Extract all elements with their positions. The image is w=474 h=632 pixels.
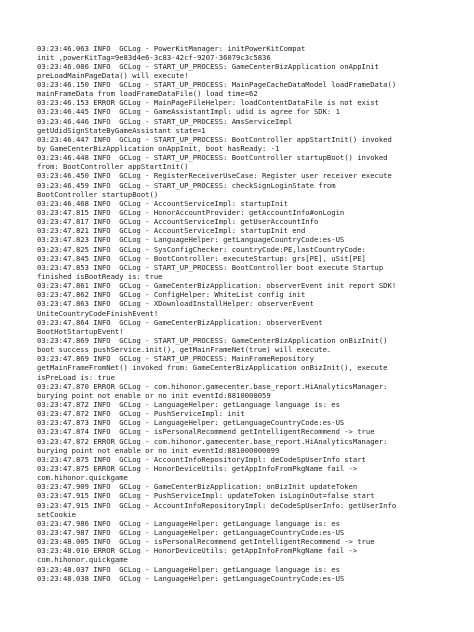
log-line: BootHotStartupEvent! [37, 326, 124, 336]
log-line: 03:23:48.010 ERROR GCLog - HonorDeviceUtils: getAppInfoFromPkgName fail -> [37, 546, 358, 556]
log-line: 03:23:47.815 INFO GCLog - HonorAccountProvider: getAccountInfo#onLogin [37, 208, 345, 218]
log-line: 03:23:47.869 INFO GCLog - START_UP_PROCESS: GameCenterBizApplication onBizInit() [37, 336, 388, 345]
log-line: 03:23:46.150 INFO GCLog - START_UP_PROCESS: MainPageCacheDataModel loadFrameData() [37, 80, 397, 90]
log-line: 03:23:46.063 INFO GCLog - PowerKitManager: initPowerKitCompat [37, 43, 306, 53]
log-line: burying point not enable or no init eventId:881000000099 [37, 445, 280, 455]
log-line: 03:23:46.459 INFO GCLog - START_UP_PROCESS: checkSignLoginState from [37, 180, 336, 190]
log-line: UniteCountryCodeFinishEvent! [37, 308, 159, 318]
log-line: 03:23:47.874 INFO GCLog - isPersonalRecommend getIntelligentRecommend -> true [37, 427, 375, 437]
log-line: 03:23:46.448 INFO GCLog - START_UP_PROCESS: BootController startupBoot() invoked [37, 153, 388, 163]
log-line: finished isBootReady is: true [37, 272, 163, 282]
log-line: 03:23:47.845 INFO GCLog - BootController: executeStartup: grs[PE], uSit[PE] [37, 253, 366, 263]
log-line: com.hihonor.quickgame [37, 555, 128, 565]
log-line: 03:23:46.450 INFO GCLog - RegisterReceiverUseCase: Register user receiver execute [37, 171, 392, 181]
log-line: burying point not enable or no init eventId:8810000059 [37, 390, 271, 400]
log-line: 03:23:47.863 INFO GCLog - XDownloadInstallHelper: observerEvent [37, 299, 314, 309]
log-line: 03:23:47.864 INFO GCLog - GameCenterBizApplication: observerEvent [37, 317, 323, 327]
log-line: BootController startupBoot() [37, 189, 159, 199]
log-line: 03:23:47.872 ERROR GCLog - com.hihonor.gamecenter.base_report.HiAnalyticsManager: [37, 436, 388, 446]
log-line: getMainFrameFromNet() invoked from: GameCenterBizApplication onBizInit(), execute [37, 363, 388, 373]
log-line: 03:23:47.817 INFO GCLog - AccountServiceImpl: getUserAccountInfo [37, 217, 319, 227]
log-line: 03:23:46.445 INFO GCLog - GameAssistantImpl: udid is agree for SDK: 1 [37, 107, 340, 117]
log-line: 03:23:48.037 INFO GCLog - LanguageHelper: getLanguage language is: es [37, 564, 340, 574]
log-line: 03:23:47.821 INFO GCLog - AccountServiceImpl: startupInit end [37, 226, 306, 236]
log-line: 03:23:47.869 INFO GCLog - START_UP_PROCESS: MainFrameRepository [37, 354, 314, 364]
log-line: 03:23:47.872 INFO GCLog - LanguageHelper: getLanguage language is: es [37, 399, 340, 409]
log-line: 03:23:47.872 INFO GCLog - PushServiceImpl: init [37, 409, 245, 419]
log-line: mainFrameData from loadFrameDataFile() load time=62 [37, 89, 258, 99]
log-lines [37, 44, 474, 583]
log-line: 03:23:47.915 INFO GCLog - AccountInfoRepositoryImpl: deCodeSpUserInfo: getUserInfo [37, 500, 397, 510]
log-line: 03:23:46.446 INFO GCLog - START_UP_PROCESS: AmsServiceImpl [37, 116, 293, 126]
log-line: 03:23:48.038 INFO GCLog - LanguageHelper: getLanguageCountryCode:es-US [37, 573, 345, 583]
log-line: 03:23:46.468 INFO GCLog - AccountServiceImpl: startupInit [37, 198, 288, 208]
log-line: 03:23:47.861 INFO GCLog - GameCenterBizApplication: observerEvent init report SDK! [37, 281, 397, 291]
log-line: boot success pushService.init(), getMainFrameNet(true) will execute. [37, 345, 332, 355]
log-line: 03:23:47.875 ERROR GCLog - HonorDeviceUtils: getAppInfoFromPkgName fail -> [37, 463, 358, 473]
log-line: 03:23:47.862 INFO GCLog - ConfigHelper: WhiteList config init [37, 290, 306, 300]
log-line: 03:23:46.153 ERROR GCLog - MainPageFileHelper: loadContentDataFile is not exist [37, 98, 379, 108]
log-line: com.hihonor.quickgame [37, 473, 128, 483]
log-line: 03:23:47.909 INFO GCLog - GameCenterBizApplication: onBizInit updateToken [37, 482, 358, 492]
log-line: 03:23:47.875 INFO GCLog - AccountInfoRepositoryImpl: deCodeSpUserInfo start [37, 454, 366, 464]
log-line: setCookie [37, 509, 76, 519]
log-line: isPreLoad is: true [37, 372, 115, 382]
log-line: 03:23:47.986 INFO GCLog - LanguageHelper: getLanguage language is: es [37, 518, 340, 528]
log-line: getUdidSignStateByGameAssistant state=1 [37, 125, 206, 135]
log-line: 03:23:47.873 INFO GCLog - LanguageHelper: getLanguageCountryCode:es-US [37, 418, 345, 428]
log-line: 03:23:47.825 INFO GCLog - SysConfigChecker: countryCode:PE,lastCountryCode: [37, 244, 366, 254]
log-line: 03:23:46.086 INFO GCLog - START_UP_PROCESS: GameCenterBizApplication onAppInit [37, 61, 379, 71]
log-line: 03:23:46.447 INFO GCLog - START_UP_PROCESS: BootController appStartInit() invoked [37, 134, 392, 144]
log-line: 03:23:47.870 ERROR GCLog - com.hihonor.gamecenter.base_report.HiAnalyticsManager: [37, 381, 388, 391]
log-line: 03:23:47.823 INFO GCLog - LanguageHelper: getLanguageCountryCode:es-US [37, 235, 345, 245]
log-line: from: BootController appStartInit() [37, 162, 189, 172]
log-line: 03:23:48.005 INFO GCLog - isPersonalRecommend getIntelligentRecommend -> true [37, 537, 375, 547]
log-line: preLoadMainPageData() will execute! [37, 70, 189, 80]
log-line: init ,powerKitTag=9e83d4e6-3c83-42cf-9207-36079c3c5836 [37, 52, 271, 62]
log-line: 03:23:47.853 INFO GCLog - START_UP_PROCESS: BootController boot execute Startup [37, 262, 384, 272]
log-line: 03:23:47.987 INFO GCLog - LanguageHelper: getLanguageCountryCode:es-US [37, 527, 345, 537]
log-line: 03:23:47.915 INFO GCLog - PushServiceImpl: updateToken isLoginOut=false start [37, 491, 375, 501]
log-line: by GameCenterBizApplication onAppInit, boot hasReady: -1 [37, 144, 280, 154]
